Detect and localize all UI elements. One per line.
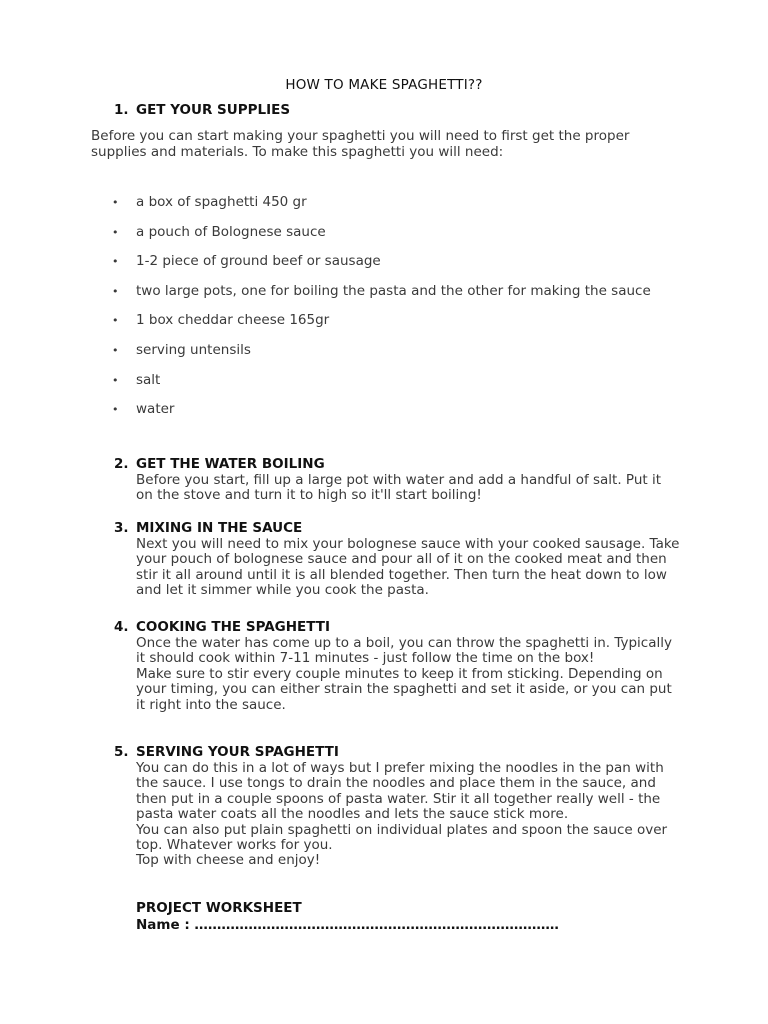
- section-heading-supplies: [114, 102, 290, 118]
- section-number: 4.: [114, 619, 129, 635]
- section-heading-mixing-sauce: [114, 520, 302, 536]
- mixing-sauce-text: [136, 537, 681, 599]
- bullet-icon: •: [112, 196, 119, 209]
- section-heading-serving: [114, 744, 339, 760]
- section-title: GET YOUR SUPPLIES: [136, 102, 291, 118]
- list-item: • serving untensils: [108, 336, 688, 366]
- list-item: • a pouch of Bolognese sauce: [108, 218, 688, 248]
- paragraph: You can also put plain spaghetti on individual plates and spoon the sauce over top. Whatever works for you.: [136, 821, 668, 854]
- supplies-list: [108, 188, 688, 425]
- paragraph: You can do this in a lot of ways but I prefer mixing the noodles in the pan with the sauce. I use tongs to drain the noodles and place them in the sauce, and then put in a couple spoons of pasta water. Stir it all together really well - the pasta water coats all the noodles and lets the sauce stick more.: [136, 760, 664, 823]
- section-title: GET THE WATER BOILING: [136, 456, 325, 472]
- bullet-icon: •: [112, 373, 119, 387]
- list-item: • a box of spaghetti 450 gr: [108, 188, 688, 218]
- section-title: MIXING IN THE SAUCE: [136, 520, 303, 536]
- list-item: • 1 box cheddar cheese 165gr: [108, 306, 688, 336]
- list-item: • two large pots, one for boiling the pasta and the other for making the sauce: [108, 277, 688, 307]
- section-title: SERVING YOUR SPAGHETTI: [136, 744, 339, 760]
- page-title: HOW TO MAKE SPAGHETTI??: [285, 77, 483, 93]
- bullet-icon: •: [112, 403, 119, 417]
- worksheet-title: PROJECT WORKSHEET: [136, 900, 302, 916]
- section-number: 2.: [114, 456, 129, 472]
- section-number: 1.: [114, 102, 129, 118]
- paragraph: Once the water has come up to a boil, you can throw the spaghetti in. Typically it should cook within 7-11 minutes - just follow the time on the box!: [136, 635, 672, 667]
- section-heading-cooking: [114, 619, 330, 635]
- supplies-intro: Before you can start making your spaghetti you will need to first get the proper supplies and materials. To make this spaghetti you will need:: [91, 128, 630, 160]
- bullet-icon: •: [112, 343, 119, 357]
- list-item: • 1-2 piece of ground beef or sausage: [108, 247, 688, 277]
- paragraph: Next you will need to mix your bolognese sauce with your cooked sausage. Take your pouch of bolognese sauce and pour all of it on the cooked meat and then stir it all around until it is all blended together. Then turn the heat down to low and let it simmer while you cook the pasta.: [136, 536, 680, 599]
- bullet-icon: •: [112, 314, 119, 328]
- cooking-text: [136, 636, 681, 713]
- paragraph: Make sure to stir every couple minutes to keep it from sticking. Depending on your timing, you can either strain the spaghetti and set it aside, or you can put it right into the sauce.: [136, 665, 672, 713]
- paragraph: Top with cheese and enjoy!: [136, 852, 321, 869]
- bullet-icon: •: [112, 255, 119, 269]
- section-heading-water-boiling: [114, 456, 325, 472]
- bullet-icon: •: [112, 284, 119, 298]
- bullet-icon: •: [112, 225, 119, 239]
- serving-text: [136, 761, 681, 869]
- list-item: • salt: [108, 366, 688, 396]
- list-item: • water: [108, 395, 688, 425]
- section-title: COOKING THE SPAGHETTI: [136, 619, 331, 635]
- section-number: 3.: [114, 520, 129, 536]
- paragraph: Before you start, fill up a large pot with water and add a handful of salt. Put it on the stove and turn it to high so it'll start boiling!: [136, 472, 662, 504]
- water-boiling-text: [136, 473, 681, 504]
- section-number: 5.: [114, 744, 129, 760]
- name-field-line: Name : ………………………………………………………………………: [136, 917, 559, 933]
